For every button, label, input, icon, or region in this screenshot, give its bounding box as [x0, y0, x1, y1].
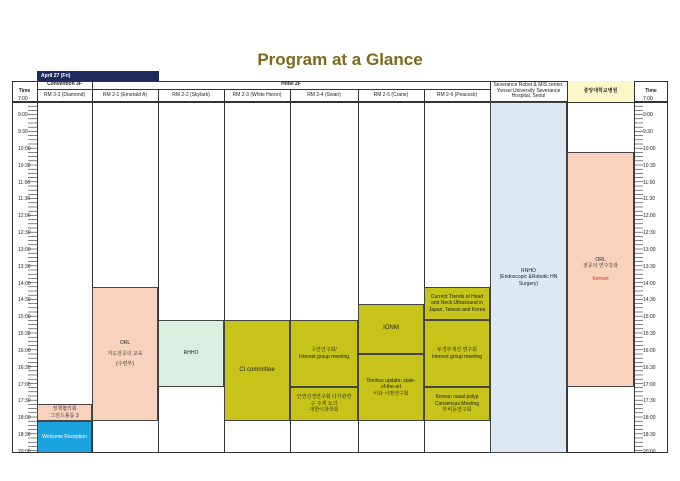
time-label: 13:30: [18, 264, 31, 270]
time-label: 18:30: [643, 432, 656, 438]
session-orl-edu[interactable]: [92, 287, 158, 421]
session-tinnitus[interactable]: [358, 354, 424, 421]
time-label: 13:00: [18, 247, 31, 253]
session-welcome-label: Welcome Reception: [42, 433, 87, 440]
time-label: 14:00: [643, 281, 656, 287]
time-label: 14:00: [18, 281, 31, 287]
time-label: 13:00: [643, 247, 656, 253]
time-label: 7:00: [18, 96, 28, 102]
time-label: 9:30: [18, 129, 28, 135]
time-label: 18:30: [18, 432, 31, 438]
session-rhho[interactable]: [158, 320, 224, 387]
session-ci[interactable]: [224, 320, 290, 421]
session-swan-b-line3: 대한이과학회: [309, 407, 339, 414]
page-title: Program at a Glance: [257, 50, 423, 69]
time-label: 15:30: [18, 331, 31, 337]
session-peacock-a-line2: and Neck Ultrasound in: [431, 300, 483, 307]
session-policy-line1: 정책협의회: [52, 406, 77, 412]
session-tinnitus-line2: of-the-art: [380, 384, 402, 391]
time-label: 16:00: [18, 348, 31, 354]
time-label: 10:00: [18, 146, 31, 152]
time-label: 17:00: [643, 382, 656, 388]
session-rhho-label: RHHO: [183, 350, 199, 357]
time-label: 20:00: [643, 449, 656, 455]
group-hotel: Hotel 2F: [281, 81, 301, 88]
group-chungang: 중앙대학교병원: [567, 81, 634, 102]
session-orl-edu-line2: 지도전공의 교육: [107, 350, 143, 357]
time-label: 12:30: [643, 230, 656, 236]
session-welcome[interactable]: [37, 421, 92, 453]
session-tinnitus-line1: Tinnitus update: state-: [366, 377, 416, 384]
time-label: 12:30: [18, 230, 31, 236]
room-emerald: RM 2-1 (Emerald A): [102, 91, 148, 98]
session-swan-b-line1: 안면신경연구회 다기관연: [296, 394, 352, 401]
time-label: 11:30: [643, 196, 656, 202]
time-label: 11:00: [643, 180, 656, 186]
session-peacock-a[interactable]: [424, 287, 490, 320]
time-label: 15:00: [18, 314, 31, 320]
time-label: 9:00: [18, 112, 28, 118]
session-ionm-label: IONM: [383, 325, 399, 332]
session-ci-label: CI committee: [239, 366, 275, 373]
session-tinnitus-line3: 이과 이명연구회: [373, 390, 409, 397]
time-label: 16:30: [18, 365, 31, 371]
time-label: 18:00: [18, 415, 31, 421]
session-orl-cau-line1: ORL: [595, 256, 606, 263]
time-label: 17:00: [18, 382, 31, 388]
session-rnho-line3: Surgery): [518, 280, 539, 287]
session-peacock-a-line3: Japan, Taiwan and Korea: [428, 306, 486, 313]
time-label: 15:00: [643, 314, 656, 320]
session-swan-a[interactable]: [290, 320, 358, 387]
group-convention: Convention 3F: [47, 81, 82, 88]
session-swan-a-line1: 수면연구회/: [311, 347, 337, 353]
session-rnho-line2: (Endoscopic &Robotic HN: [499, 274, 558, 281]
room-crane: RM 2-5 (Crane): [373, 91, 409, 98]
time-label: 13:30: [643, 264, 656, 270]
session-orl-edu-line1: ORL: [119, 340, 131, 347]
date-label: April 27 (Fri): [41, 73, 71, 79]
room-skylark: RM 2-2 (Skylark): [172, 91, 210, 98]
time-header-right: Time: [645, 87, 657, 94]
session-peacock-b-line2: Interest group meeting: [431, 353, 483, 360]
time-label: 11:30: [18, 196, 31, 202]
session-peacock-c-line3: 부비동연구회: [442, 407, 472, 414]
time-label: 16:30: [643, 365, 656, 371]
session-rnho-line1: RNHO: [521, 267, 536, 274]
time-label: 9:30: [643, 129, 653, 135]
time-label: 10:00: [643, 146, 656, 152]
session-orl-cau-line3: Korean: [592, 275, 609, 282]
time-label: 17:30: [643, 398, 656, 404]
session-ionm[interactable]: [358, 304, 424, 354]
time-label: 15:30: [643, 331, 656, 337]
time-label: 14:30: [643, 297, 656, 303]
session-peacock-c-line2: Consensus Meeting: [434, 400, 480, 407]
session-swan-b[interactable]: [290, 387, 358, 421]
room-swan: RM 2-4 (Swan): [307, 91, 341, 98]
session-peacock-b[interactable]: [424, 320, 490, 387]
time-label: 17:30: [18, 398, 31, 404]
time-label: 20:00: [18, 449, 31, 455]
room-peacock: RM 2-6 (Peacock): [436, 91, 478, 98]
time-label: 9:00: [643, 112, 653, 118]
room-white-heron: RM 2-3 (White Heron): [232, 91, 282, 98]
session-swan-a-line2: Interest group meeting: [298, 353, 350, 360]
session-policy-line2: 그린드폴룸 3: [50, 412, 79, 419]
time-label: 16:00: [643, 348, 656, 354]
room-diamond: RM 3-3 (Diamond): [43, 91, 86, 98]
time-label: 12:00: [643, 213, 656, 219]
time-header-left: Time: [18, 87, 31, 94]
time-label: 7:00: [643, 96, 653, 102]
session-orl-cau[interactable]: [567, 152, 634, 387]
time-label: 12:00: [18, 213, 31, 219]
group-severance: Severance Robot & MIS center, Yonsei University Severance Hospital, Seoul: [493, 81, 564, 100]
session-peacock-b-line1: 두경부재건 연구회: [436, 347, 478, 353]
session-peacock-c-line1: Korean nasal polyp: [435, 394, 479, 401]
session-orl-edu-line3: (수련부): [116, 361, 134, 368]
session-rnho[interactable]: [490, 102, 567, 453]
session-peacock-a-line1: Current Trends of Head: [430, 293, 484, 300]
time-label: 18:00: [643, 415, 656, 421]
session-peacock-c[interactable]: [424, 387, 490, 421]
time-label: 14:30: [18, 297, 31, 303]
session-orl-cau-line2: 전공의 연수강좌: [582, 263, 619, 270]
time-label: 11:00: [18, 180, 31, 186]
time-label: 10:30: [643, 163, 656, 169]
time-label: 10:30: [18, 163, 31, 169]
session-swan-b-line2: 구 주제 토의: [310, 400, 338, 407]
session-policy[interactable]: [37, 404, 92, 421]
